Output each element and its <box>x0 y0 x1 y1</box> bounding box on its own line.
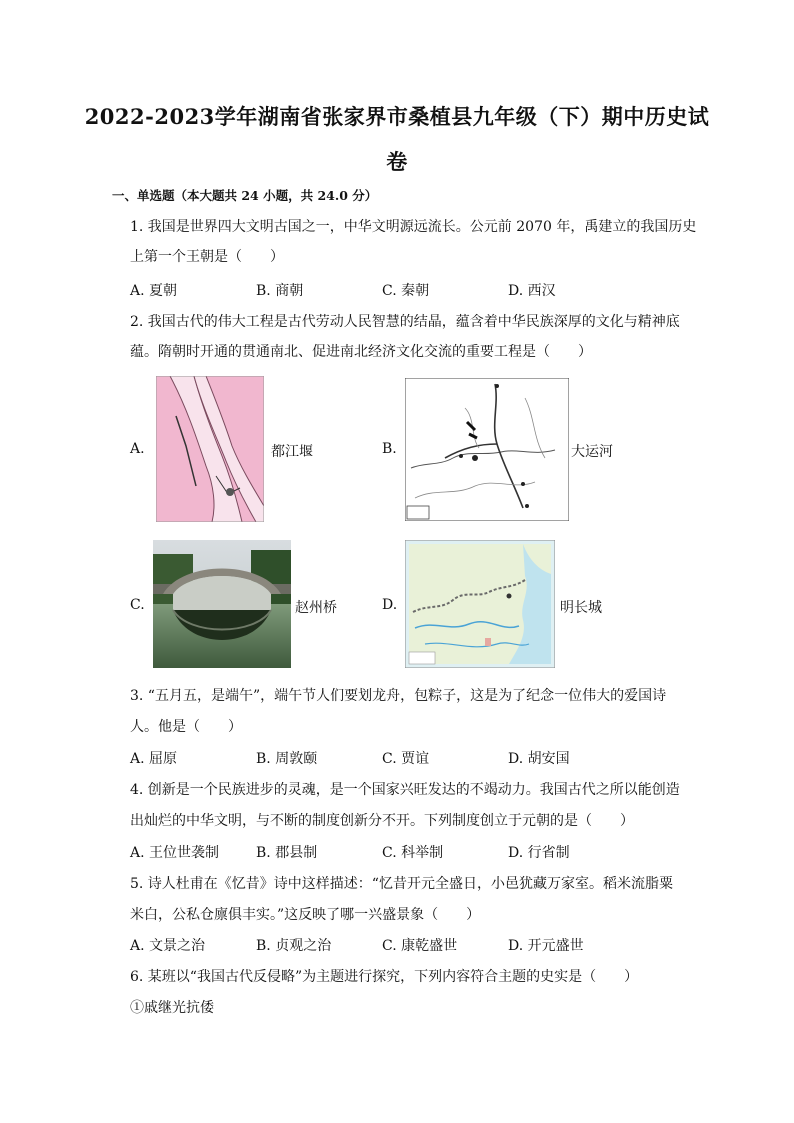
question-4-stem-line-2: 出灿烂的中华文明，与不断的制度创新分不开。下列制度创立于元朝的是（ ） <box>130 813 634 829</box>
question-1-option-a[interactable]: A. 夏朝 <box>130 283 178 299</box>
question-1-option-d[interactable]: D. 西汉 <box>508 283 556 299</box>
question-4-option-b[interactable]: B. 郡县制 <box>256 845 318 861</box>
question-2-stem-line-2: 蕴。隋朝时开通的贯通南北、促进南北经济文化交流的重要工程是（ ） <box>130 344 592 360</box>
question-2-stem-line-1: 2. 我国古代的伟大工程是古代劳动人民智慧的结晶，蕴含着中华民族深厚的文化与精神底 <box>130 314 680 330</box>
question-2-option-a-letter[interactable]: A. <box>130 441 145 457</box>
question-3-stem-line-2: 人。他是（ ） <box>130 719 242 735</box>
question-4-option-c[interactable]: C. 科举制 <box>382 845 444 861</box>
ming-great-wall-map-image[interactable] <box>405 540 555 668</box>
question-3-stem-line-1: 3. “五月五，是端午”，端午节人们要划龙舟，包粽子，这是为了纪念一位伟大的爱国诗 <box>130 688 667 704</box>
question-4-option-d[interactable]: D. 行省制 <box>508 845 570 861</box>
question-6-item-1: ①戚继光抗倭 <box>130 1000 214 1016</box>
grand-canal-map-image[interactable] <box>405 378 569 521</box>
question-2-option-a-caption: 都江堰 <box>271 444 313 460</box>
question-3-option-c[interactable]: C. 贾谊 <box>382 751 430 767</box>
question-2-option-b-caption: 大运河 <box>571 444 613 460</box>
question-6-stem-line-1: 6. 某班以“我国古代反侵略”为主题进行探究，下列内容符合主题的史实是（ ） <box>130 969 639 985</box>
section-heading: 一、单选题（本大题共 24 小题，共 24.0 分） <box>112 188 378 203</box>
question-1-option-c[interactable]: C. 秦朝 <box>382 283 430 299</box>
question-5-option-b[interactable]: B. 贞观之治 <box>256 938 332 954</box>
question-4-option-a[interactable]: A. 王位世袭制 <box>130 845 220 861</box>
question-2-option-c-caption: 赵州桥 <box>295 600 337 616</box>
question-2-option-d-letter[interactable]: D. <box>382 597 398 613</box>
question-5-option-c[interactable]: C. 康乾盛世 <box>382 938 458 954</box>
question-5-option-d[interactable]: D. 开元盛世 <box>508 938 584 954</box>
question-5-stem-line-1: 5. 诗人杜甫在《忆昔》诗中这样描述：“忆昔开元全盛日，小邑犹藏万家室。稻米流脂粟 <box>130 876 673 892</box>
title-line-2: 卷 <box>386 149 408 174</box>
question-2-option-b-letter[interactable]: B. <box>382 441 397 457</box>
dujiangyan-map-image[interactable] <box>156 376 264 522</box>
question-5-stem-line-2: 米白，公私仓廪俱丰实。”这反映了哪一兴盛景象（ ） <box>130 907 481 923</box>
question-2-option-c-letter[interactable]: C. <box>130 597 145 613</box>
zhaozhou-bridge-photo[interactable] <box>153 540 291 668</box>
question-2-option-d-caption: 明长城 <box>560 600 602 616</box>
question-3-option-a[interactable]: A. 屈原 <box>130 751 178 767</box>
question-5-option-a[interactable]: A. 文景之治 <box>130 938 206 954</box>
title-line-1: 2022-2023学年湖南省张家界市桑植县九年级（下）期中历史试 <box>84 104 710 129</box>
question-4-stem-line-1: 4. 创新是一个民族进步的灵魂，是一个国家兴旺发达的不竭动力。我国古代之所以能创造 <box>130 782 680 798</box>
question-3-option-b[interactable]: B. 周敦颐 <box>256 751 318 767</box>
question-3-option-d[interactable]: D. 胡安国 <box>508 751 570 767</box>
question-1-stem-line-2: 上第一个王朝是（ ） <box>130 249 284 265</box>
question-1-option-b[interactable]: B. 商朝 <box>256 283 304 299</box>
question-1-stem-line-1: 1. 我国是世界四大文明古国之一，中华文明源远流长。公元前 2070 年，禹建立的我国历史 <box>130 219 697 235</box>
